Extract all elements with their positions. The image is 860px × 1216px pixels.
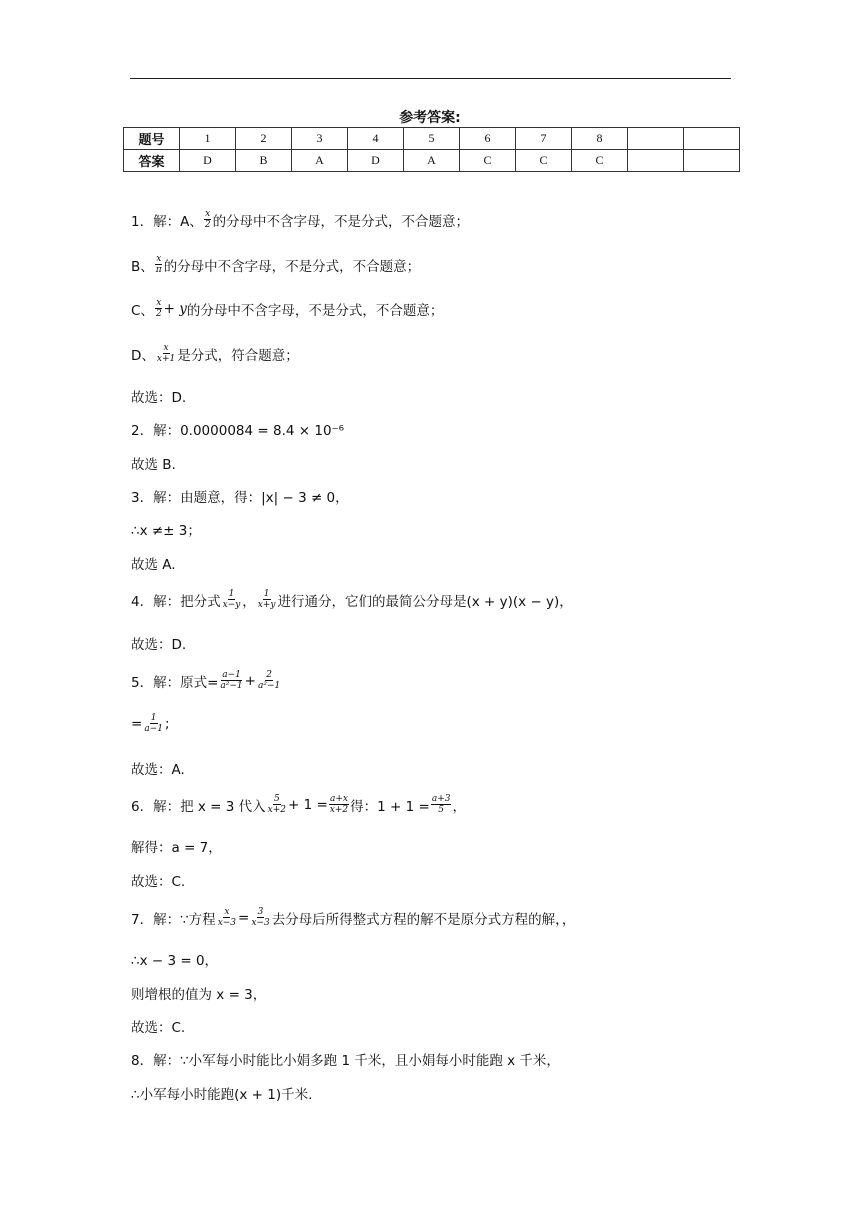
table-cell: 1	[180, 128, 236, 150]
q6-result: 解得：a = 7，	[131, 840, 222, 856]
denominator: x+2	[329, 805, 349, 815]
q2-choice: 故选 B.	[131, 457, 176, 473]
denominator: x−3	[217, 918, 237, 928]
text: 1．解：A、	[131, 213, 203, 230]
text: 6．解：把 x = 3 代入	[131, 798, 266, 815]
table-cell: B	[236, 150, 292, 172]
text: 的分母中不含字母，不是分式，不合题意；	[212, 213, 470, 230]
table-row-numbers	[124, 128, 740, 150]
text: 7．解：∵方程	[131, 911, 216, 928]
denominator: x−3	[251, 918, 270, 928]
denominator: x+2	[267, 805, 286, 815]
denominator: x−y	[222, 600, 241, 610]
q7-solution	[131, 907, 575, 928]
denominator: a²−1	[220, 681, 243, 691]
q6-solution	[131, 794, 466, 815]
denominator: π	[155, 265, 162, 275]
table-cell: C	[460, 150, 516, 172]
fraction	[267, 794, 287, 815]
numerator: x	[156, 254, 162, 264]
header-rule	[130, 78, 731, 79]
numerator: x	[163, 343, 169, 353]
table-cell: A	[404, 150, 460, 172]
q7-step: ∴x − 3 = 0，	[131, 953, 219, 969]
table-cell	[684, 128, 740, 150]
fraction	[155, 298, 163, 319]
q7-result: 则增根的值为 x = 3，	[131, 987, 267, 1003]
table-cell: C	[572, 150, 628, 172]
table-row-answers	[124, 150, 740, 172]
q4-solution	[131, 589, 573, 610]
numerator: a+3	[431, 794, 451, 804]
text: 是分式，符合题意；	[177, 347, 299, 364]
denominator: 2	[204, 220, 211, 230]
fraction	[257, 589, 277, 610]
q5-solution	[131, 670, 282, 691]
q5-simplified	[131, 713, 170, 734]
numerator: a−1	[222, 670, 241, 680]
fraction	[431, 794, 452, 815]
denominator: 5	[438, 805, 445, 815]
table-cell: 7	[516, 128, 572, 150]
denominator: x+1	[156, 354, 176, 364]
q1-option-a	[131, 209, 469, 230]
table-cell: 8	[572, 128, 628, 150]
text: ，	[452, 798, 466, 815]
fraction	[143, 713, 164, 734]
q4-choice: 故选：D.	[131, 637, 187, 653]
text: B、	[131, 258, 154, 275]
text: ，	[242, 593, 256, 610]
numerator: 1	[263, 589, 270, 599]
numerator: x	[205, 209, 211, 219]
text: =	[238, 909, 250, 926]
answer-table	[123, 127, 740, 172]
numerator: x	[156, 298, 162, 308]
q2-solution: 2．解：0.0000084 = 8.4 × 10⁻⁶	[131, 423, 345, 439]
q3-solution: 3．解：由题意，得：|x| − 3 ≠ 0，	[131, 490, 349, 506]
text: 去分母后所得整式方程的解不是原分式方程的解，，	[271, 911, 576, 928]
fraction	[329, 794, 349, 815]
numerator: x	[224, 907, 230, 917]
fraction	[155, 254, 163, 275]
math: + y	[163, 300, 187, 317]
q8-result: ∴小军每小时能跑(x + 1)千米.	[131, 1087, 313, 1103]
table-cell: 5	[404, 128, 460, 150]
numerator: 2	[266, 670, 272, 680]
table-cell: 2	[236, 128, 292, 150]
text: 得：1 + 1 =	[350, 798, 430, 815]
fraction	[204, 209, 212, 230]
fraction	[250, 907, 270, 928]
q3-choice: 故选 A.	[131, 557, 176, 573]
numerator: 5	[273, 794, 280, 804]
text: C、	[131, 302, 154, 319]
table-cell: D	[348, 150, 404, 172]
table-cell	[628, 128, 684, 150]
table-cell: 4	[348, 128, 404, 150]
q7-choice: 故选：C.	[131, 1020, 186, 1036]
text: D、	[131, 347, 155, 364]
answer-heading: 参考答案:	[399, 110, 461, 126]
table-cell: A	[292, 150, 348, 172]
text: 的分母中不含字母，不是分式，不合题意；	[163, 258, 421, 275]
fraction	[217, 907, 237, 928]
denominator: a²−1	[257, 681, 281, 691]
text: 5．解：原式=	[131, 674, 219, 691]
numerator: a+x	[329, 794, 348, 804]
denominator: x+y	[257, 600, 276, 610]
text: +	[244, 672, 256, 689]
q8-solution: 8．解：∵小军每小时能比小娟多跑 1 千米，且小娟每小时能跑 x 千米，	[131, 1053, 560, 1069]
fraction	[156, 343, 176, 364]
q1-option-c	[131, 298, 443, 319]
q6-choice: 故选：C.	[131, 874, 186, 890]
text: + 1 =	[288, 796, 328, 813]
q1-option-b	[131, 254, 420, 275]
fraction	[222, 589, 242, 610]
text: 4．解：把分式	[131, 593, 221, 610]
text: 的分母中不含字母，不是分式，不合题意；	[186, 302, 444, 319]
numerator: 1	[150, 713, 157, 723]
numerator: 1	[228, 589, 235, 599]
denominator: a−1	[144, 724, 163, 734]
header-label-cell: 题号	[124, 128, 180, 150]
text: =	[131, 715, 143, 732]
table-cell: 3	[292, 128, 348, 150]
table-cell	[684, 150, 740, 172]
answer-label-cell: 答案	[124, 150, 180, 172]
table-cell: 6	[460, 128, 516, 150]
table-cell	[628, 150, 684, 172]
fraction	[219, 670, 243, 691]
table-cell: D	[180, 150, 236, 172]
q5-choice: 故选：A.	[131, 762, 185, 778]
denominator: 2	[155, 309, 162, 319]
fraction	[257, 670, 281, 691]
q3-result: ∴x ≠± 3；	[131, 523, 201, 539]
q1-choice: 故选：D.	[131, 390, 187, 406]
q1-option-d	[131, 343, 299, 364]
numerator: 3	[257, 907, 264, 917]
text: 进行通分，它们的最简公分母是(x + y)(x − y)，	[277, 593, 573, 610]
text: ;	[164, 715, 170, 732]
table-cell: C	[516, 150, 572, 172]
